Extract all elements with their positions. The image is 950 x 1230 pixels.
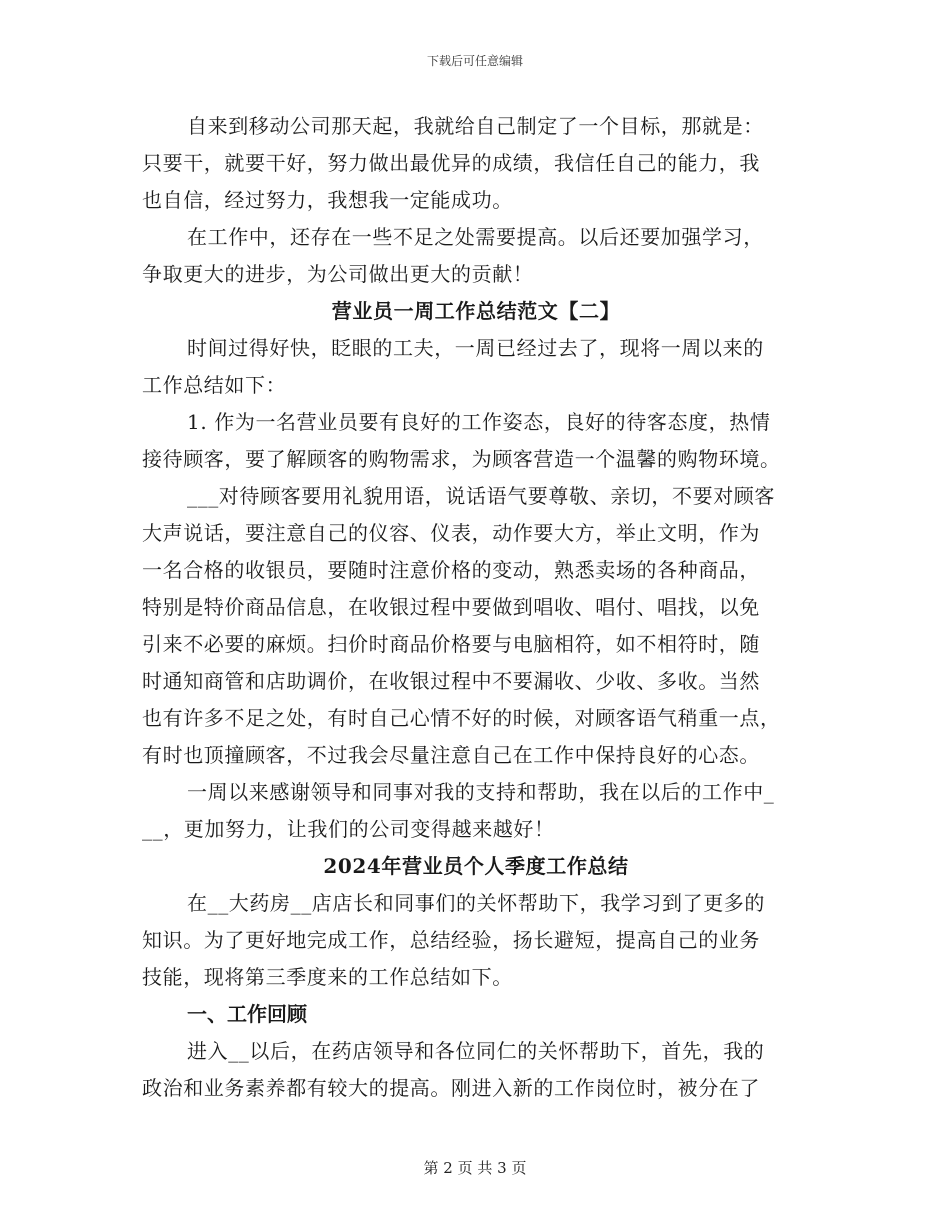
paragraph-line: ___对待顾客要用礼貌用语，说话语气要尊敬、亲切，不要对顾客 (187, 484, 775, 508)
paragraph-line: 技能，现将第三季度来的工作总结如下。 (142, 965, 513, 989)
paragraph-line: 接待顾客，要了解顾客的购物需求，为顾客营造一个温馨的购物环境。 (142, 447, 781, 471)
subsection-heading: 一、工作回顾 (187, 1002, 307, 1026)
paragraph-line: 引来不必要的麻烦。扫价时商品价格要与电脑相符，如不相符时，随 (142, 632, 760, 656)
page-header-note: 下载后可任意编辑 (426, 54, 523, 68)
paragraph-line: 进入__以后，在药店领导和各位同仁的关怀帮助下，首先，我的 (187, 1039, 765, 1063)
paragraph-line: 大声说话，要注意自己的仪容、仪表，动作要大方，举止文明，作为 (142, 521, 760, 545)
paragraph-line: 1. 作为一名营业员要有良好的工作姿态，良好的待客态度，热情 (187, 410, 771, 434)
paragraph-line: __，更加努力，让我们的公司变得越来越好！ (142, 817, 555, 841)
paragraph-line: 特别是特价商品信息，在收银过程中要做到唱收、唱付、唱找，以免 (142, 595, 760, 619)
paragraph-line: 争取更大的进步，为公司做出更大的贡献！ (142, 262, 534, 286)
paragraph-line: 时间过得好快，眨眼的工夫，一周已经过去了，现将一周以来的 (187, 336, 764, 360)
paragraph-line: 也自信，经过努力，我想我一定能成功。 (142, 188, 513, 212)
section-heading: 营业员一周工作总结范文【二】 (331, 299, 621, 323)
paragraph-line: 知识。为了更好地完成工作，总结经验，扬长避短，提高自己的业务 (142, 928, 760, 952)
paragraph-line: 在工作中，还存在一些不足之处需要提高。以后还要加强学习， (187, 225, 764, 249)
document-body (142, 108, 810, 1107)
paragraph-line: 政治和业务素养都有较大的提高。刚进入新的工作岗位时，被分在了 (142, 1076, 760, 1100)
paragraph-line: 工作总结如下： (142, 373, 287, 397)
paragraph-line: 一名合格的收银员，要随时注意价格的变动，熟悉卖场的各种商品， (142, 558, 760, 582)
paragraph-line: 在__大药房__店店长和同事们的关怀帮助下，我学习到了更多的 (187, 891, 765, 915)
paragraph-line: 有时也顶撞顾客，不过我会尽量注意自己在工作中保持良好的心态。 (142, 743, 760, 767)
paragraph-line: 只要干，就要干好，努力做出最优异的成绩，我信任自己的能力，我 (142, 151, 760, 175)
paragraph-line: 时通知商管和店助调价，在收银过程中不要漏收、少收、多收。当然 (142, 669, 760, 693)
paragraph-line: 自来到移动公司那天起，我就给自己制定了一个目标，那就是： (187, 114, 764, 138)
section-heading: 2024年营业员个人季度工作总结 (323, 854, 629, 878)
page-number: 第 2 页 共 3 页 (423, 1159, 527, 1177)
paragraph-line: 一周以来感谢领导和同事对我的支持和帮助，我在以后的工作中_ (187, 780, 775, 804)
paragraph-line: 也有许多不足之处，有时自己心情不好的时候，对顾客语气稍重一点， (142, 706, 781, 730)
